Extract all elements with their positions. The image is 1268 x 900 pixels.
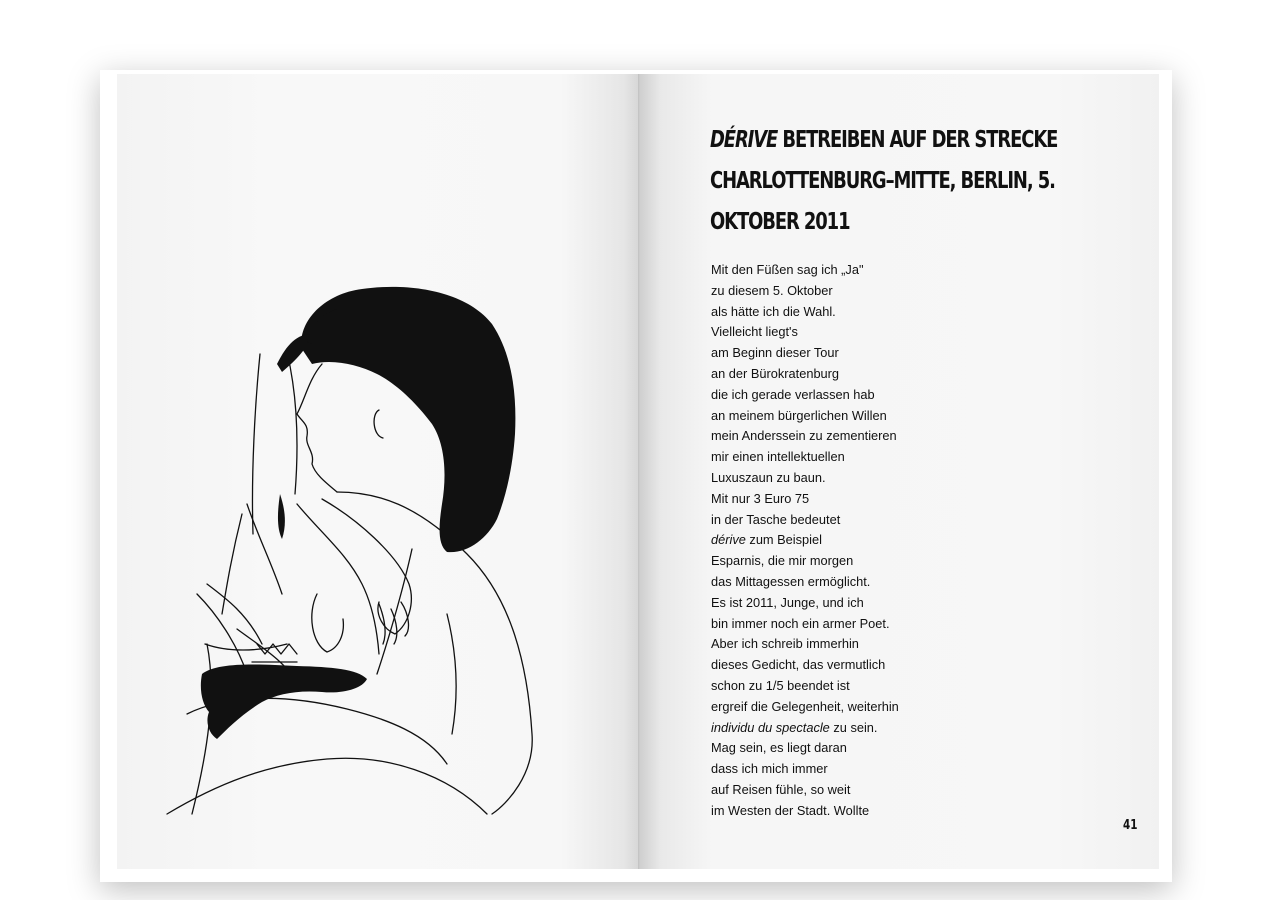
poem-line: als hätte ich die Wahl.: [711, 303, 836, 319]
poem-line: Mit nur 3 Euro 75: [711, 490, 810, 506]
poem-line: Vielleicht liegt's: [711, 324, 798, 340]
poem-line: im Westen der Stadt. Wollte: [711, 802, 870, 818]
poem-text: [711, 260, 1011, 822]
poem-line: das Mittagessen ermöglicht.: [711, 573, 871, 589]
poem-line: Luxuszaun zu baun.: [711, 469, 826, 485]
poem-line: Esparnis, die mir morgen: [711, 553, 854, 569]
right-page: [640, 74, 1159, 869]
poem-line: am Beginn dieser Tour: [711, 345, 839, 361]
left-page: [117, 74, 639, 869]
poem-line: auf Reisen fühle, so weit: [711, 781, 851, 797]
page-number: 41: [1123, 818, 1138, 833]
poem-italic-word: dérive: [711, 532, 746, 548]
poem-line: bin immer noch ein armer Poet.: [711, 615, 890, 631]
poem-line: zu diesem 5. Oktober: [711, 282, 833, 298]
poem-italic-phrase: individu du spectacle: [711, 719, 830, 735]
poem-line: an meinem bürgerlichen Willen: [711, 407, 887, 423]
title-line-1: [710, 127, 1057, 153]
poem-line-rest: zum Beispiel: [745, 532, 822, 548]
ink-drawing-illustration: [147, 174, 577, 824]
poem-line: in der Tasche bedeutet: [711, 511, 841, 527]
poem-line: die ich gerade verlassen hab: [711, 386, 875, 402]
poem-line: Mit den Füßen sag ich „Ja": [711, 262, 864, 277]
chapter-title: [710, 120, 1058, 243]
poem-line: mein Anderssein zu zementieren: [711, 428, 897, 444]
poem-line: schon zu 1/5 beendet ist: [711, 677, 850, 693]
poem-line: dieses Gedicht, das vermutlich: [711, 657, 886, 673]
poem-line: [711, 718, 1011, 739]
title-line-3: OKTOBER 2011: [710, 209, 850, 235]
poem-line: dass ich mich immer: [711, 761, 828, 777]
poem-line: [711, 530, 1011, 551]
title-line-2: CHARLOTTENBURG–MITTE, BERLIN, 5.: [710, 168, 1055, 194]
poem-line-rest: zu sein.: [829, 719, 878, 735]
poem-line: ergreif die Gelegenheit, weiterhin: [711, 698, 899, 714]
poem-line: Mag sein, es liegt daran: [711, 740, 847, 756]
poem-line: Aber ich schreib immerhin: [711, 636, 859, 652]
poem-line: mir einen intellektuellen: [711, 449, 845, 465]
poem-line: an der Bürokratenburg: [711, 365, 840, 381]
title-line-1-rest: BETREIBEN AUF DER STRECKE: [777, 127, 1058, 153]
poem-line: Es ist 2011, Junge, und ich: [711, 594, 864, 610]
title-italic-word: DÉRIVE: [710, 127, 778, 153]
